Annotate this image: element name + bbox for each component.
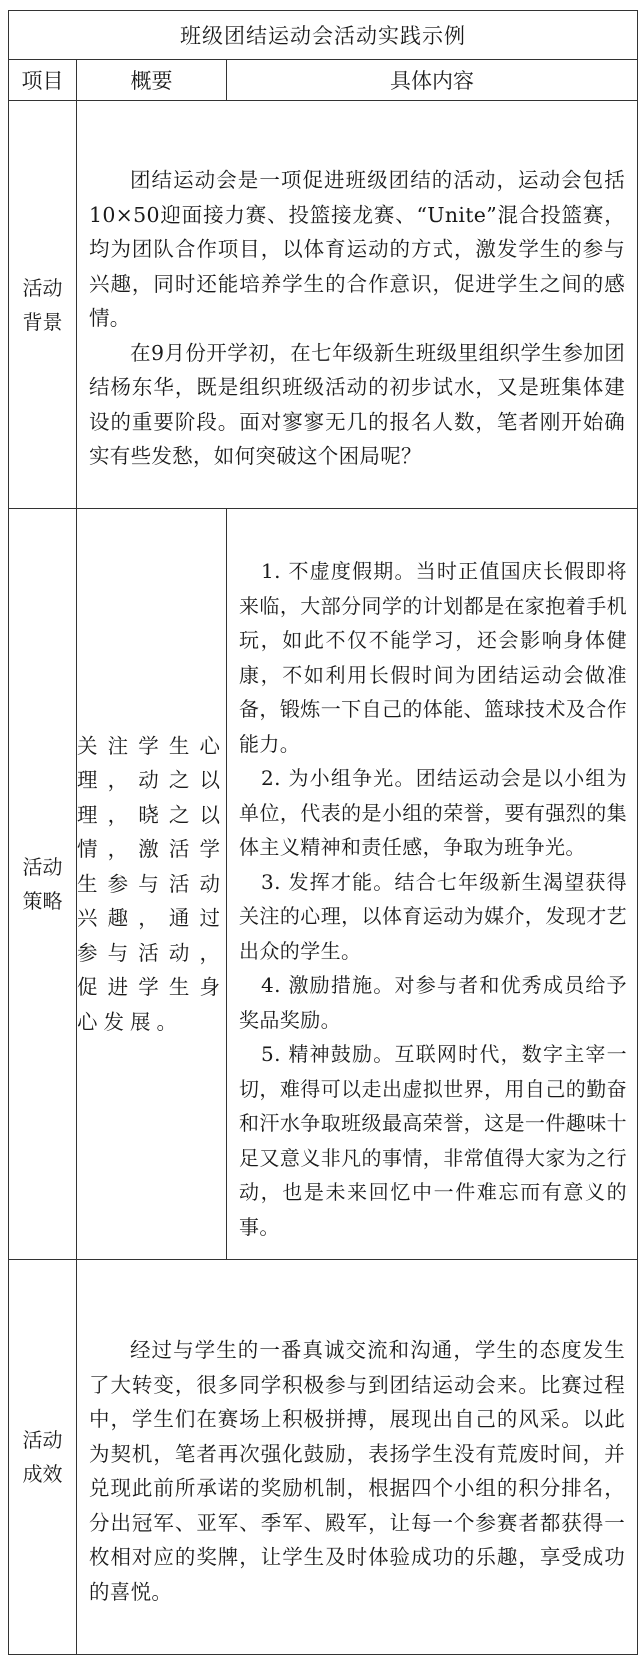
header-summary: 概要 [77, 60, 227, 101]
strategy-summary-cell [77, 509, 227, 1260]
strategy-point-2: 2. 为小组争光。团结运动会是以小组为单位，代表的是小组的荣誉，要有强烈的集体主义精神和责任感，争取为班争光。 [239, 766, 628, 859]
background-paragraph-1: 团结运动会是一项促进班级团结的活动，运动会包括10×50迎面接力赛、投篮接龙赛、“Unite”混合投篮赛，均为团队合作项目，以体育运动的方式，激发学生的参与兴趣，同时还能培养学生的合作意识，促进学生之间的感情。 [89, 168, 626, 331]
result-label-line1: 活动 [22, 1428, 63, 1452]
background-row [9, 101, 638, 509]
background-label-line1: 活动 [22, 275, 63, 300]
strategy-point-1: 1. 不虚度假期。当时正值国庆长假即将来临，大部分同学的计划都是在家抱着手机玩，如此不仅不能学习，还会影响身体健康，不如利用长假时间为团结运动会做准备，锻炼一下自己的体能、篮球技术及合作能力。 [239, 559, 628, 756]
background-content [77, 101, 638, 509]
strategy-label-line1: 活动 [22, 855, 63, 879]
result-label [9, 1260, 77, 1655]
strategy-content [227, 509, 638, 1260]
strategy-point-5: 5. 精神鼓励。互联网时代，数字主宰一切，难得可以走出虚拟世界，用自己的勤奋和汗水争取班级最高荣誉，这是一件趣味十足又意义非凡的事情，非常值得大家为之行动，也是未来回忆中一件难忘而有意义的事。 [239, 1042, 628, 1239]
table-title: 班级团结运动会活动实践示例 [9, 11, 638, 60]
strategy-label-line2: 策略 [22, 889, 63, 913]
strategy-summary: 关注学生心理，动之以理，晓之以情，激活学生参与活动兴趣，通过参与活动，促进学生身心发展。 [77, 733, 226, 1034]
title-row [9, 11, 638, 60]
strategy-point-4: 4. 激励措施。对参与者和优秀成员给予奖品奖励。 [239, 973, 628, 1032]
result-row [9, 1260, 638, 1655]
header-row [9, 60, 638, 101]
strategy-point-3: 3. 发挥才能。结合七年级新生渴望获得关注的心理，以体育运动为媒介，发现才艺出众的学生。 [239, 869, 628, 963]
background-label [9, 101, 77, 509]
background-label-line2: 背景 [22, 309, 63, 334]
strategy-row [9, 509, 638, 1260]
result-label-line2: 成效 [22, 1462, 63, 1486]
result-content [77, 1260, 638, 1655]
background-paragraph-2: 在9月份开学初，在七年级新生班级里组织学生参加团结杨东华，既是组织班级活动的初步试水，又是班集体建设的重要阶段。面对寥寥无几的报名人数，笔者刚开始确实有些发愁，如何突破这个困局呢？ [89, 340, 626, 469]
activity-table [8, 10, 638, 1655]
strategy-label [9, 509, 77, 1260]
header-item: 项目 [9, 60, 77, 101]
header-content: 具体内容 [227, 60, 638, 101]
result-paragraph: 经过与学生的一番真诚交流和沟通，学生的态度发生了大转变，很多同学积极参与到团结运动会来。比赛过程中，学生们在赛场上积极拼搏，展现出自己的风采。以此为契机，笔者再次强化鼓励，表扬学生没有荒废时间，并兑现此前所承诺的奖励机制，根据四个小组的积分排名，分出冠军、亚军、季军、殿军，让每一个参赛者都获得一枚相对应的奖牌，让学生及时体验成功的乐趣，享受成功的喜悦。 [89, 1338, 626, 1604]
